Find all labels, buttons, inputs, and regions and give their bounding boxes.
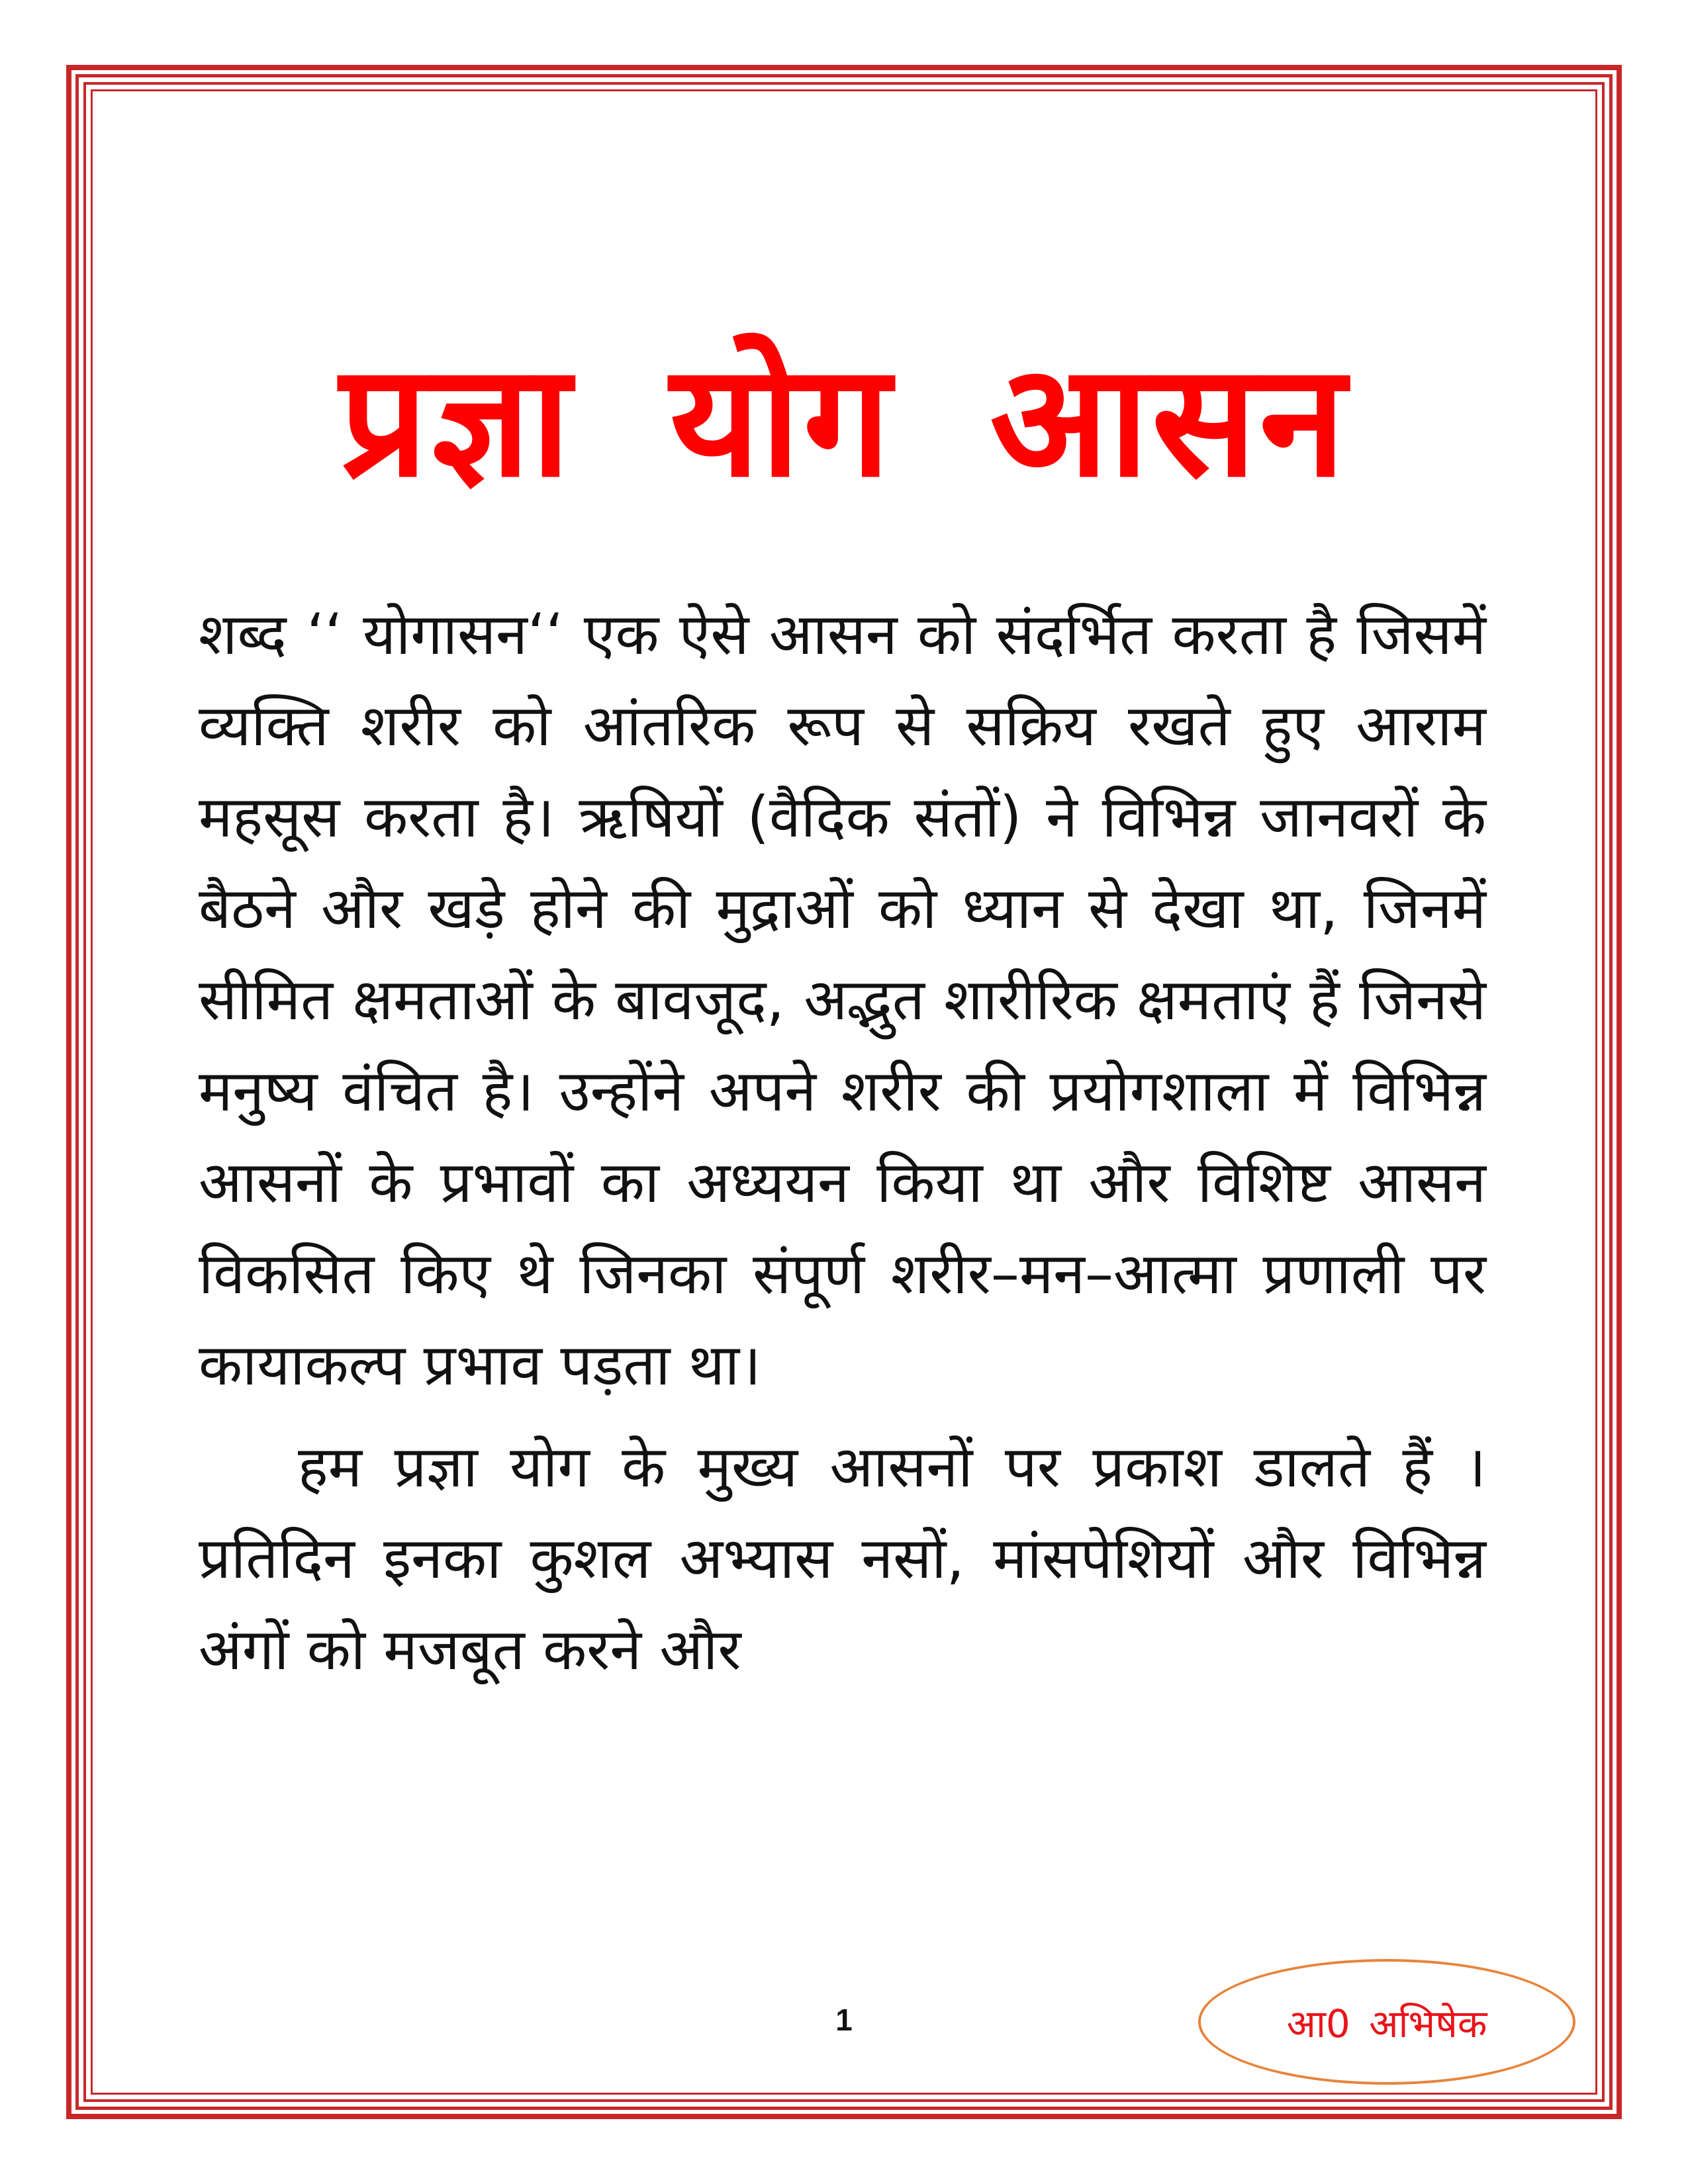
page-title: प्रज्ञा योग आसन <box>340 331 1348 512</box>
paragraph-2: हम प्रज्ञा योग के मुख्य आसनों पर प्रकाश डालते हैं । प्रतिदिन इनका कुशल अभ्यास नसों, मांसपेशियों और विभिन्न अंगों को मजबूत करने और <box>199 1434 1486 1683</box>
paragraph-1: शब्द ‘‘ योगासन‘‘ एक ऐसे आसन को संदर्भित करता है जिसमें व्यक्ति शरीर को आंतरिक रूप से सक्रिय रखते हुए आराम महसूस करता है। ऋषियों (वैदिक संतों) ने विभिन्न जानवरों के बैठने और खड़े होने की मुद्राओं को ध्यान से देखा था, जिनमें सीमित क्षमताओं के बावजूद, अद्भुत शारीरिक क्षमताएं हैं जिनसे मनुष्य वंचित है। उन्होंने अपने शरीर की प्रयोगशाला में विभिन्न आसनों के प्रभावों का अध्ययन किया था और विशिष्ट आसन विकसित किए थे जिनका संपूर्ण शरीर–मन–आत्मा प्रणाली पर कायाकल्प प्रभाव पड़ता था। <box>199 602 1486 1398</box>
author-name: आ0 अभिषेक <box>1286 2001 1487 2046</box>
author-badge <box>1198 1959 1575 2085</box>
page-number: 1 <box>835 2003 853 2037</box>
body-text <box>199 589 1486 1706</box>
